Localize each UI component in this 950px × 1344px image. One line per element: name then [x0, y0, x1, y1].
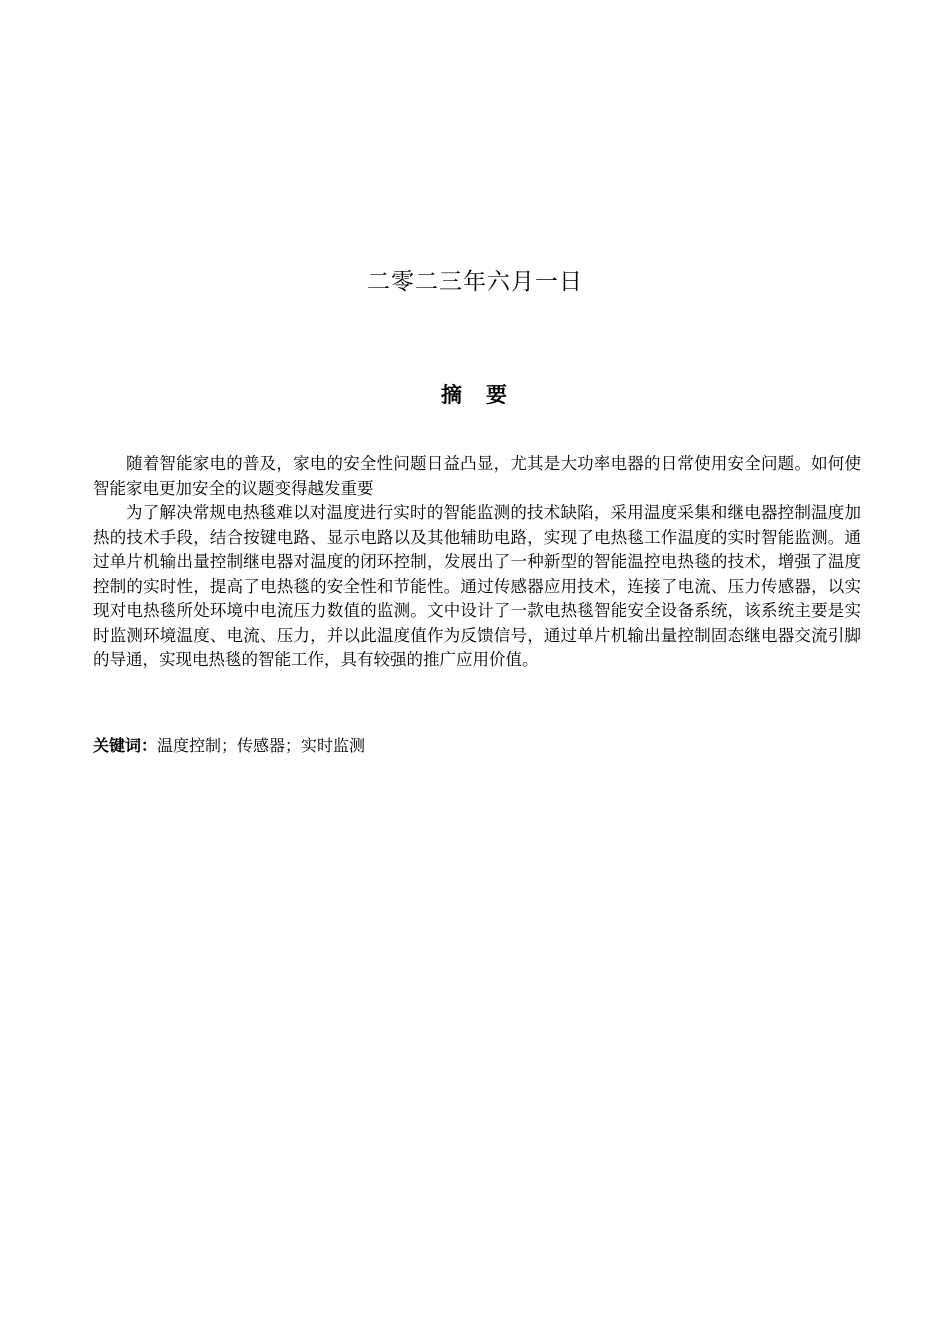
abstract-heading	[0, 380, 950, 410]
abstract-body	[93, 452, 861, 673]
keywords-label: 关键词：	[93, 736, 158, 755]
abstract-heading-char-2: 要	[486, 383, 509, 407]
abstract-paragraph-2: 为了解决常规电热毯难以对温度进行实时的智能监测的技术缺陷，采用温度采集和继电器控制温度加热的技术手段，结合按键电路、显示电路以及其他辅助电路，实现了电热毯工作温度的实时智能监测。通过单片机输出量控制继电器对温度的闭环控制，发展出了一种新型的智能温控电热毯的技术，增强了温度控制的实时性，提高了电热毯的安全性和节能性。通过传感器应用技术，连接了电流、压力传感器，以实现对电热毯所处环境中电流压力数值的监测。文中设计了一款电热毯智能安全设备系统，该系统主要是实时监测环境温度、电流、压力，并以此温度值作为反馈信号，通过单片机输出量控制固态继电器交流引脚的导通，实现电热毯的智能工作，具有较强的推广应用价值。	[93, 503, 861, 669]
abstract-heading-char-1: 摘	[441, 383, 464, 407]
document-date: 二零二三年六月一日	[367, 269, 583, 295]
abstract-paragraph-1: 随着智能家电的普及，家电的安全性问题日益凸显，尤其是大功率电器的日常使用安全问题。如何使智能家电更加安全的议题变得越发重要	[93, 454, 861, 498]
keywords-text: 温度控制；传感器；实时监测	[157, 736, 366, 755]
keywords-line	[93, 734, 861, 758]
